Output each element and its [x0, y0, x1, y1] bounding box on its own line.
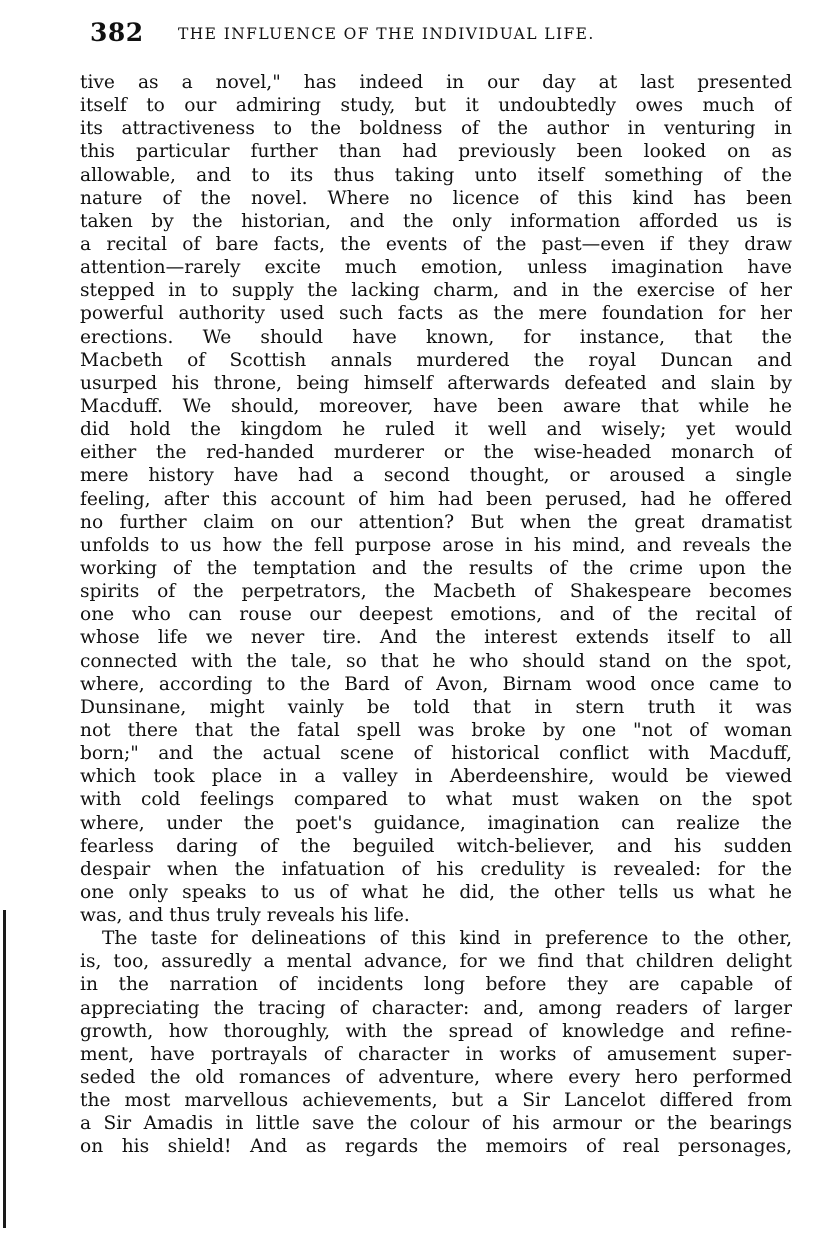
text-line: its attractiveness to the boldness of the author in venturing in: [80, 118, 792, 140]
text-line: where, according to the Bard of Avon, Birnam wood once came to: [80, 673, 792, 695]
text-line: usurped his throne, being himself afterwards defeated and slain by: [80, 372, 792, 394]
text-line: whose life we never tire. And the interest extends itself to all: [80, 627, 792, 649]
text-line: despair when the infatuation of his credulity is revealed: for the: [80, 858, 792, 880]
text-line: connected with the tale, so that he who should stand on the spot,: [80, 650, 792, 672]
text-line: Dunsinane, might vainly be told that in stern truth it was: [80, 696, 792, 718]
text-line: appreciating the tracing of character: and, among readers of larger: [80, 997, 792, 1019]
text-line: nature of the novel. Where no licence of this kind has been: [80, 187, 792, 209]
text-line: one only speaks to us of what he did, the other tells us what he: [80, 881, 792, 903]
text-line: the most marvellous achievements, but a Sir Lancelot differed from: [80, 1090, 792, 1112]
text-line: attention—rarely excite much emotion, unless imagination have: [80, 257, 792, 279]
paragraph-start-line: The taste for delineations of this kind in preference to the other,: [102, 928, 792, 950]
text-line: on his shield! And as regards the memoirs of real personages,: [80, 1136, 792, 1158]
text-line: a recital of bare facts, the events of the past—even if they draw: [80, 233, 792, 255]
text-line: which took place in a valley in Aberdeenshire, would be viewed: [80, 766, 792, 788]
text-line: with cold feelings compared to what must waken on the spot: [80, 789, 792, 811]
text-line: taken by the historian, and the only information afforded us is: [80, 210, 792, 232]
text-line: growth, how thoroughly, with the spread of knowledge and refine-: [80, 1020, 792, 1042]
text-line: in the narration of incidents long before they are capable of: [80, 974, 792, 996]
text-line: either the red-handed murderer or the wise-headed monarch of: [80, 442, 792, 464]
text-line: powerful authority used such facts as the mere foundation for her: [80, 303, 792, 325]
text-line: Macduff. We should, moreover, have been aware that while he: [80, 395, 792, 417]
text-line: itself to our admiring study, but it undoubtedly owes much of: [80, 95, 792, 117]
text-line: born;" and the actual scene of historical conflict with Macduff,: [80, 743, 792, 765]
margin-rule: [3, 910, 6, 1228]
text-line: ment, have portrayals of character in works of amusement super-: [80, 1043, 792, 1065]
text-line: working of the temptation and the results of the crime upon the: [80, 557, 792, 579]
page-header: [90, 14, 790, 54]
running-head: THE INFLUENCE OF THE INDIVIDUAL LIFE.: [178, 25, 595, 43]
body-text: [80, 71, 792, 1159]
text-line: where, under the poet's guidance, imagination can realize the: [80, 812, 792, 834]
text-line: seded the old romances of adventure, where every hero performed: [80, 1067, 792, 1089]
text-line: fearless daring of the beguiled witch-believer, and his sudden: [80, 835, 792, 857]
text-line: Macbeth of Scottish annals murdered the royal Duncan and: [80, 349, 792, 371]
text-line: feeling, after this account of him had been perused, had he offered: [80, 488, 792, 510]
text-line: did hold the kingdom he ruled it well and wisely; yet would: [80, 419, 792, 441]
page-number: 382: [90, 18, 144, 47]
text-line: spirits of the perpetrators, the Macbeth of Shakespeare becomes: [80, 581, 792, 603]
text-line: allowable, and to its thus taking unto itself something of the: [80, 164, 792, 186]
text-line: is, too, assuredly a mental advance, for we find that children delight: [80, 951, 792, 973]
text-line: no further claim on our attention? But when the great dramatist: [80, 511, 792, 533]
text-line: erections. We should have known, for instance, that the: [80, 326, 792, 348]
text-line: one who can rouse our deepest emotions, and of the recital of: [80, 604, 792, 626]
text-line: this particular further than had previously been looked on as: [80, 141, 792, 163]
text-line: not there that the fatal spell was broke by one "not of woman: [80, 719, 792, 741]
paragraph-end-line: was, and thus truly reveals his life.: [80, 905, 410, 927]
text-line: mere history have had a second thought, or aroused a single: [80, 465, 792, 487]
text-line: a Sir Amadis in little save the colour of his armour or the bearings: [80, 1113, 792, 1135]
text-line: tive as a novel," has indeed in our day at last presented: [80, 72, 792, 93]
text-line: unfolds to us how the fell purpose arose in his mind, and reveals the: [80, 534, 792, 556]
text-line: stepped in to supply the lacking charm, and in the exercise of her: [80, 280, 792, 302]
